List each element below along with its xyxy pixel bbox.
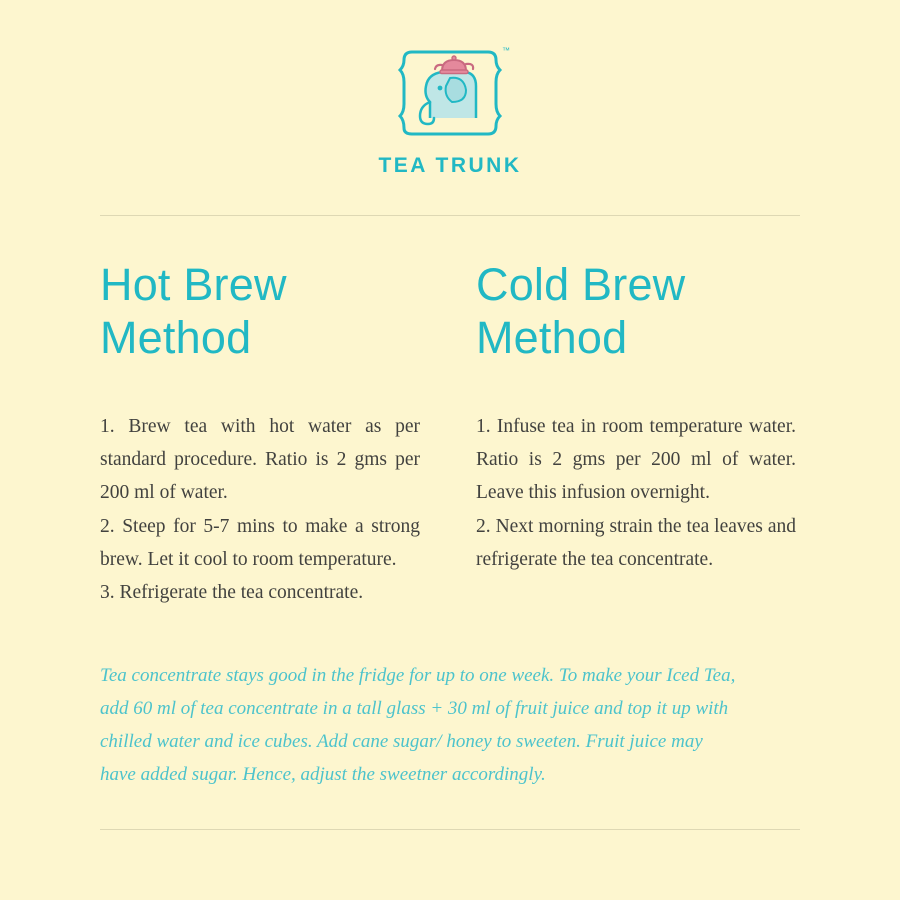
divider-bottom — [100, 829, 800, 830]
cold-brew-heading: Cold Brew Method — [476, 259, 686, 364]
cold-brew-column — [476, 258, 796, 609]
hot-brew-heading: Hot Brew Method — [100, 259, 287, 364]
brand-logo-block — [0, 0, 900, 178]
trademark-symbol: ™ — [502, 46, 510, 55]
list-item: 2. Next morning strain the tea leaves and refrigerate the tea concentrate. — [476, 515, 796, 570]
note-line-1: Tea concentrate stays good in the fridge for up to one week. To make your Iced Tea, — [100, 665, 736, 686]
brand-wordmark: TEA TRUNK — [378, 154, 522, 177]
note-line-3: chilled water and ice cubes. Add cane sugar/ honey to sweeten. Fruit juice may — [100, 730, 703, 752]
iced-tea-note — [100, 660, 780, 791]
hot-brew-steps — [100, 410, 420, 609]
divider-top — [100, 215, 800, 216]
note-line-2: add 60 ml of tea concentrate in a tall glass + 30 ml of fruit juice and top it up with — [100, 697, 729, 719]
list-item: 1. Infuse tea in room temperature water. Ratio is 2 gms per 200 ml of water. Leave this infusion overnight. — [476, 416, 796, 504]
elephant-with-teapot-icon — [394, 44, 510, 140]
note-line-4: have added sugar. Hence, adjust the sweetner accordingly. — [100, 763, 546, 785]
list-item: 2. Steep for 5-7 mins to make a strong brew. Let it cool to room temperature. — [100, 515, 420, 570]
methods-columns — [100, 258, 800, 609]
list-item: 3. Refrigerate the tea concentrate. — [100, 581, 364, 603]
cold-brew-steps — [476, 410, 796, 576]
hot-brew-column — [100, 258, 420, 609]
list-item: 1. Brew tea with hot water as per standard procedure. Ratio is 2 gms per 200 ml of water. — [100, 416, 420, 504]
